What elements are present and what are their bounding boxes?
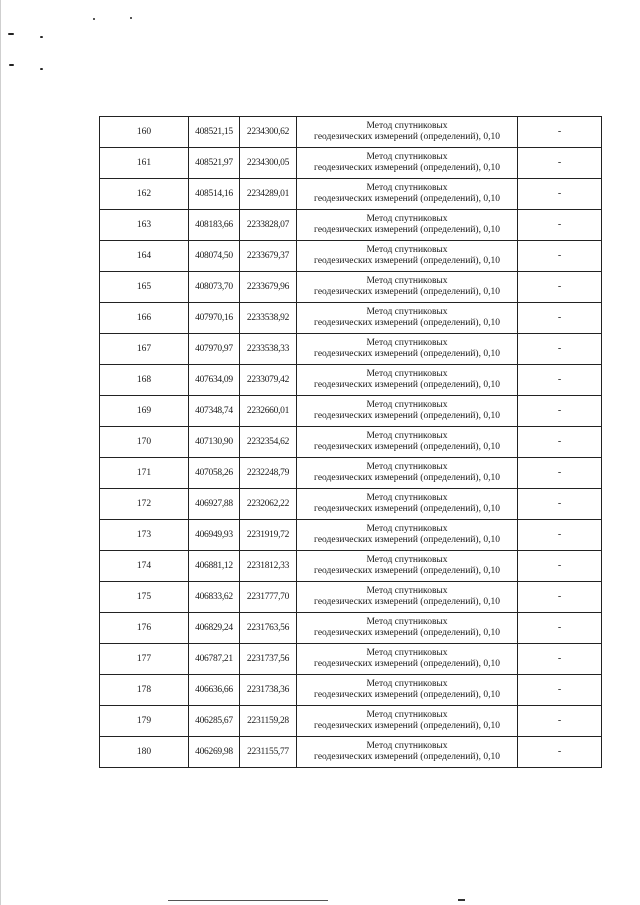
method-cell: [297, 427, 518, 458]
point-number-cell: 171: [100, 458, 189, 489]
coordinate-y-cell: 2232660,01: [240, 396, 297, 427]
table-row: [100, 148, 602, 179]
accuracy-value: -: [557, 560, 562, 571]
coordinate-y-cell: 2234289,01: [240, 179, 297, 210]
coordinate-y-cell: 2232062,22: [240, 489, 297, 520]
scan-speck: [9, 64, 14, 66]
table-row: [100, 241, 602, 272]
method-line-2: геодезических измерений (определений), 0,10: [314, 721, 500, 731]
accuracy-cell: [518, 365, 602, 396]
accuracy-value: -: [557, 653, 562, 664]
accuracy-value: -: [557, 405, 562, 416]
scan-speck: [93, 18, 95, 20]
method-cell: [297, 551, 518, 582]
method-line-1: Метод спутниковых: [366, 183, 448, 193]
accuracy-value: -: [557, 715, 562, 726]
accuracy-value: -: [557, 498, 562, 509]
accuracy-cell: [518, 427, 602, 458]
table-row: [100, 458, 602, 489]
method-line-1: Метод спутниковых: [366, 648, 448, 658]
accuracy-cell: [518, 241, 602, 272]
table-row: [100, 396, 602, 427]
coordinate-x-cell: 406285,67: [189, 706, 240, 737]
accuracy-cell: [518, 396, 602, 427]
method-line-2: геодезических измерений (определений), 0,10: [314, 752, 500, 762]
accuracy-cell: [518, 675, 602, 706]
coordinate-x-cell: 408074,50: [189, 241, 240, 272]
method-line-2: геодезических измерений (определений), 0,10: [314, 194, 500, 204]
coordinate-y-cell: 2233538,92: [240, 303, 297, 334]
coordinate-x-cell: 406833,62: [189, 582, 240, 613]
method-cell: [297, 458, 518, 489]
method-line-1: Метод спутниковых: [366, 710, 448, 720]
accuracy-value: -: [557, 188, 562, 199]
accuracy-cell: [518, 582, 602, 613]
accuracy-value: -: [557, 746, 562, 757]
method-line-1: Метод спутниковых: [366, 400, 448, 410]
footer-rule: [168, 900, 328, 901]
accuracy-cell: [518, 520, 602, 551]
accuracy-cell: [518, 737, 602, 768]
accuracy-value: -: [557, 684, 562, 695]
coordinate-y-cell: 2232354,62: [240, 427, 297, 458]
coordinate-x-cell: 407058,26: [189, 458, 240, 489]
scan-speck: [8, 33, 14, 35]
accuracy-value: -: [557, 436, 562, 447]
accuracy-value: -: [557, 126, 562, 137]
accuracy-value: -: [557, 312, 562, 323]
point-number-cell: 176: [100, 613, 189, 644]
method-cell: [297, 241, 518, 272]
coordinate-y-cell: 2234300,62: [240, 117, 297, 148]
method-line-1: Метод спутниковых: [366, 276, 448, 286]
method-cell: [297, 210, 518, 241]
table-row: [100, 551, 602, 582]
coordinate-x-cell: 408514,16: [189, 179, 240, 210]
point-number-cell: 178: [100, 675, 189, 706]
method-line-2: геодезических измерений (определений), 0,10: [314, 318, 500, 328]
table-row: [100, 303, 602, 334]
accuracy-cell: [518, 613, 602, 644]
point-number-cell: 170: [100, 427, 189, 458]
table-row: [100, 582, 602, 613]
point-number-cell: 179: [100, 706, 189, 737]
accuracy-value: -: [557, 343, 562, 354]
coordinate-y-cell: 2231737,56: [240, 644, 297, 675]
coordinate-y-cell: 2233679,37: [240, 241, 297, 272]
coordinate-y-cell: 2231159,28: [240, 706, 297, 737]
coordinates-table-body: [100, 117, 602, 768]
point-number-cell: 160: [100, 117, 189, 148]
point-number-cell: 162: [100, 179, 189, 210]
method-line-1: Метод спутниковых: [366, 214, 448, 224]
method-line-1: Метод спутниковых: [366, 369, 448, 379]
method-line-2: геодезических измерений (определений), 0,10: [314, 535, 500, 545]
coordinate-y-cell: 2233679,96: [240, 272, 297, 303]
coordinate-x-cell: 408073,70: [189, 272, 240, 303]
accuracy-cell: [518, 489, 602, 520]
coordinate-y-cell: 2231812,33: [240, 551, 297, 582]
method-cell: [297, 396, 518, 427]
point-number-cell: 167: [100, 334, 189, 365]
accuracy-cell: [518, 117, 602, 148]
point-number-cell: 180: [100, 737, 189, 768]
method-line-2: геодезических измерений (определений), 0,10: [314, 287, 500, 297]
accuracy-cell: [518, 179, 602, 210]
method-cell: [297, 520, 518, 551]
method-cell: [297, 675, 518, 706]
accuracy-value: -: [557, 467, 562, 478]
accuracy-value: -: [557, 219, 562, 230]
method-line-1: Метод спутниковых: [366, 741, 448, 751]
coordinate-x-cell: 407634,09: [189, 365, 240, 396]
coordinate-y-cell: 2231763,56: [240, 613, 297, 644]
method-line-1: Метод спутниковых: [366, 617, 448, 627]
accuracy-value: -: [557, 591, 562, 602]
accuracy-cell: [518, 644, 602, 675]
method-cell: [297, 613, 518, 644]
point-number-cell: 168: [100, 365, 189, 396]
table-row: [100, 737, 602, 768]
table-row: [100, 489, 602, 520]
coordinate-y-cell: 2233079,42: [240, 365, 297, 396]
accuracy-value: -: [557, 250, 562, 261]
method-line-1: Метод спутниковых: [366, 524, 448, 534]
scan-speck: [40, 36, 43, 38]
accuracy-cell: [518, 706, 602, 737]
accuracy-value: -: [557, 157, 562, 168]
coordinate-x-cell: 407130,90: [189, 427, 240, 458]
scan-speck: [40, 68, 43, 70]
method-line-1: Метод спутниковых: [366, 586, 448, 596]
accuracy-cell: [518, 148, 602, 179]
coordinate-x-cell: 408183,66: [189, 210, 240, 241]
coordinate-y-cell: 2231155,77: [240, 737, 297, 768]
table-row: [100, 272, 602, 303]
coordinate-x-cell: 406949,93: [189, 520, 240, 551]
page-edge: [0, 0, 1, 905]
accuracy-value: -: [557, 529, 562, 540]
coordinate-x-cell: 406269,98: [189, 737, 240, 768]
method-line-1: Метод спутниковых: [366, 152, 448, 162]
method-line-1: Метод спутниковых: [366, 555, 448, 565]
accuracy-cell: [518, 551, 602, 582]
point-number-cell: 174: [100, 551, 189, 582]
method-line-2: геодезических измерений (определений), 0,10: [314, 504, 500, 514]
table-row: [100, 520, 602, 551]
point-number-cell: 173: [100, 520, 189, 551]
accuracy-value: -: [557, 281, 562, 292]
coordinate-x-cell: 406787,21: [189, 644, 240, 675]
coordinate-y-cell: 2231919,72: [240, 520, 297, 551]
table-row: [100, 675, 602, 706]
method-cell: [297, 706, 518, 737]
method-line-2: геодезических измерений (определений), 0,10: [314, 442, 500, 452]
point-number-cell: 163: [100, 210, 189, 241]
method-line-2: геодезических измерений (определений), 0,10: [314, 349, 500, 359]
point-number-cell: 175: [100, 582, 189, 613]
method-line-2: геодезических измерений (определений), 0,10: [314, 380, 500, 390]
table-row: [100, 179, 602, 210]
coordinate-y-cell: 2233828,07: [240, 210, 297, 241]
method-line-2: геодезических измерений (определений), 0,10: [314, 473, 500, 483]
coordinate-x-cell: 406881,12: [189, 551, 240, 582]
method-line-2: геодезических измерений (определений), 0,10: [314, 690, 500, 700]
point-number-cell: 161: [100, 148, 189, 179]
table-row: [100, 334, 602, 365]
method-line-2: геодезических измерений (определений), 0,10: [314, 566, 500, 576]
point-number-cell: 172: [100, 489, 189, 520]
accuracy-cell: [518, 458, 602, 489]
method-cell: [297, 117, 518, 148]
coordinate-y-cell: 2234300,05: [240, 148, 297, 179]
method-cell: [297, 489, 518, 520]
method-cell: [297, 365, 518, 396]
point-number-cell: 177: [100, 644, 189, 675]
coordinate-x-cell: 406927,88: [189, 489, 240, 520]
table-row: [100, 117, 602, 148]
point-number-cell: 165: [100, 272, 189, 303]
coordinate-y-cell: 2231777,70: [240, 582, 297, 613]
coordinate-x-cell: 407970,16: [189, 303, 240, 334]
point-number-cell: 169: [100, 396, 189, 427]
method-cell: [297, 148, 518, 179]
accuracy-cell: [518, 334, 602, 365]
method-line-1: Метод спутниковых: [366, 679, 448, 689]
table-row: [100, 427, 602, 458]
point-number-cell: 164: [100, 241, 189, 272]
accuracy-value: -: [557, 622, 562, 633]
method-cell: [297, 272, 518, 303]
method-line-2: геодезических измерений (определений), 0,10: [314, 597, 500, 607]
coordinate-y-cell: 2232248,79: [240, 458, 297, 489]
method-line-2: геодезических измерений (определений), 0,10: [314, 256, 500, 266]
method-line-2: геодезических измерений (определений), 0,10: [314, 163, 500, 173]
coordinate-y-cell: 2233538,33: [240, 334, 297, 365]
method-cell: [297, 644, 518, 675]
method-cell: [297, 334, 518, 365]
accuracy-cell: [518, 272, 602, 303]
method-line-1: Метод спутниковых: [366, 245, 448, 255]
method-line-1: Метод спутниковых: [366, 307, 448, 317]
method-line-2: геодезических измерений (определений), 0,10: [314, 628, 500, 638]
accuracy-value: -: [557, 374, 562, 385]
method-line-1: Метод спутниковых: [366, 431, 448, 441]
table-row: [100, 644, 602, 675]
table-row: [100, 365, 602, 396]
method-line-1: Метод спутниковых: [366, 493, 448, 503]
point-number-cell: 166: [100, 303, 189, 334]
coordinates-table: [99, 116, 602, 768]
scan-speck: [130, 17, 132, 19]
method-line-2: геодезических измерений (определений), 0,10: [314, 411, 500, 421]
method-line-2: геодезических измерений (определений), 0,10: [314, 225, 500, 235]
method-line-1: Метод спутниковых: [366, 338, 448, 348]
method-line-1: Метод спутниковых: [366, 121, 448, 131]
method-line-1: Метод спутниковых: [366, 462, 448, 472]
method-cell: [297, 179, 518, 210]
coordinate-x-cell: 407348,74: [189, 396, 240, 427]
footer-mark: [458, 899, 465, 901]
coordinate-x-cell: 406829,24: [189, 613, 240, 644]
method-cell: [297, 303, 518, 334]
method-line-2: геодезических измерений (определений), 0,10: [314, 659, 500, 669]
accuracy-cell: [518, 303, 602, 334]
table-row: [100, 706, 602, 737]
method-cell: [297, 582, 518, 613]
coordinate-x-cell: 408521,15: [189, 117, 240, 148]
method-line-2: геодезических измерений (определений), 0,10: [314, 132, 500, 142]
accuracy-cell: [518, 210, 602, 241]
table-row: [100, 613, 602, 644]
method-cell: [297, 737, 518, 768]
coordinate-x-cell: 406636,66: [189, 675, 240, 706]
table-row: [100, 210, 602, 241]
coordinate-x-cell: 407970,97: [189, 334, 240, 365]
coordinate-y-cell: 2231738,36: [240, 675, 297, 706]
coordinate-x-cell: 408521,97: [189, 148, 240, 179]
